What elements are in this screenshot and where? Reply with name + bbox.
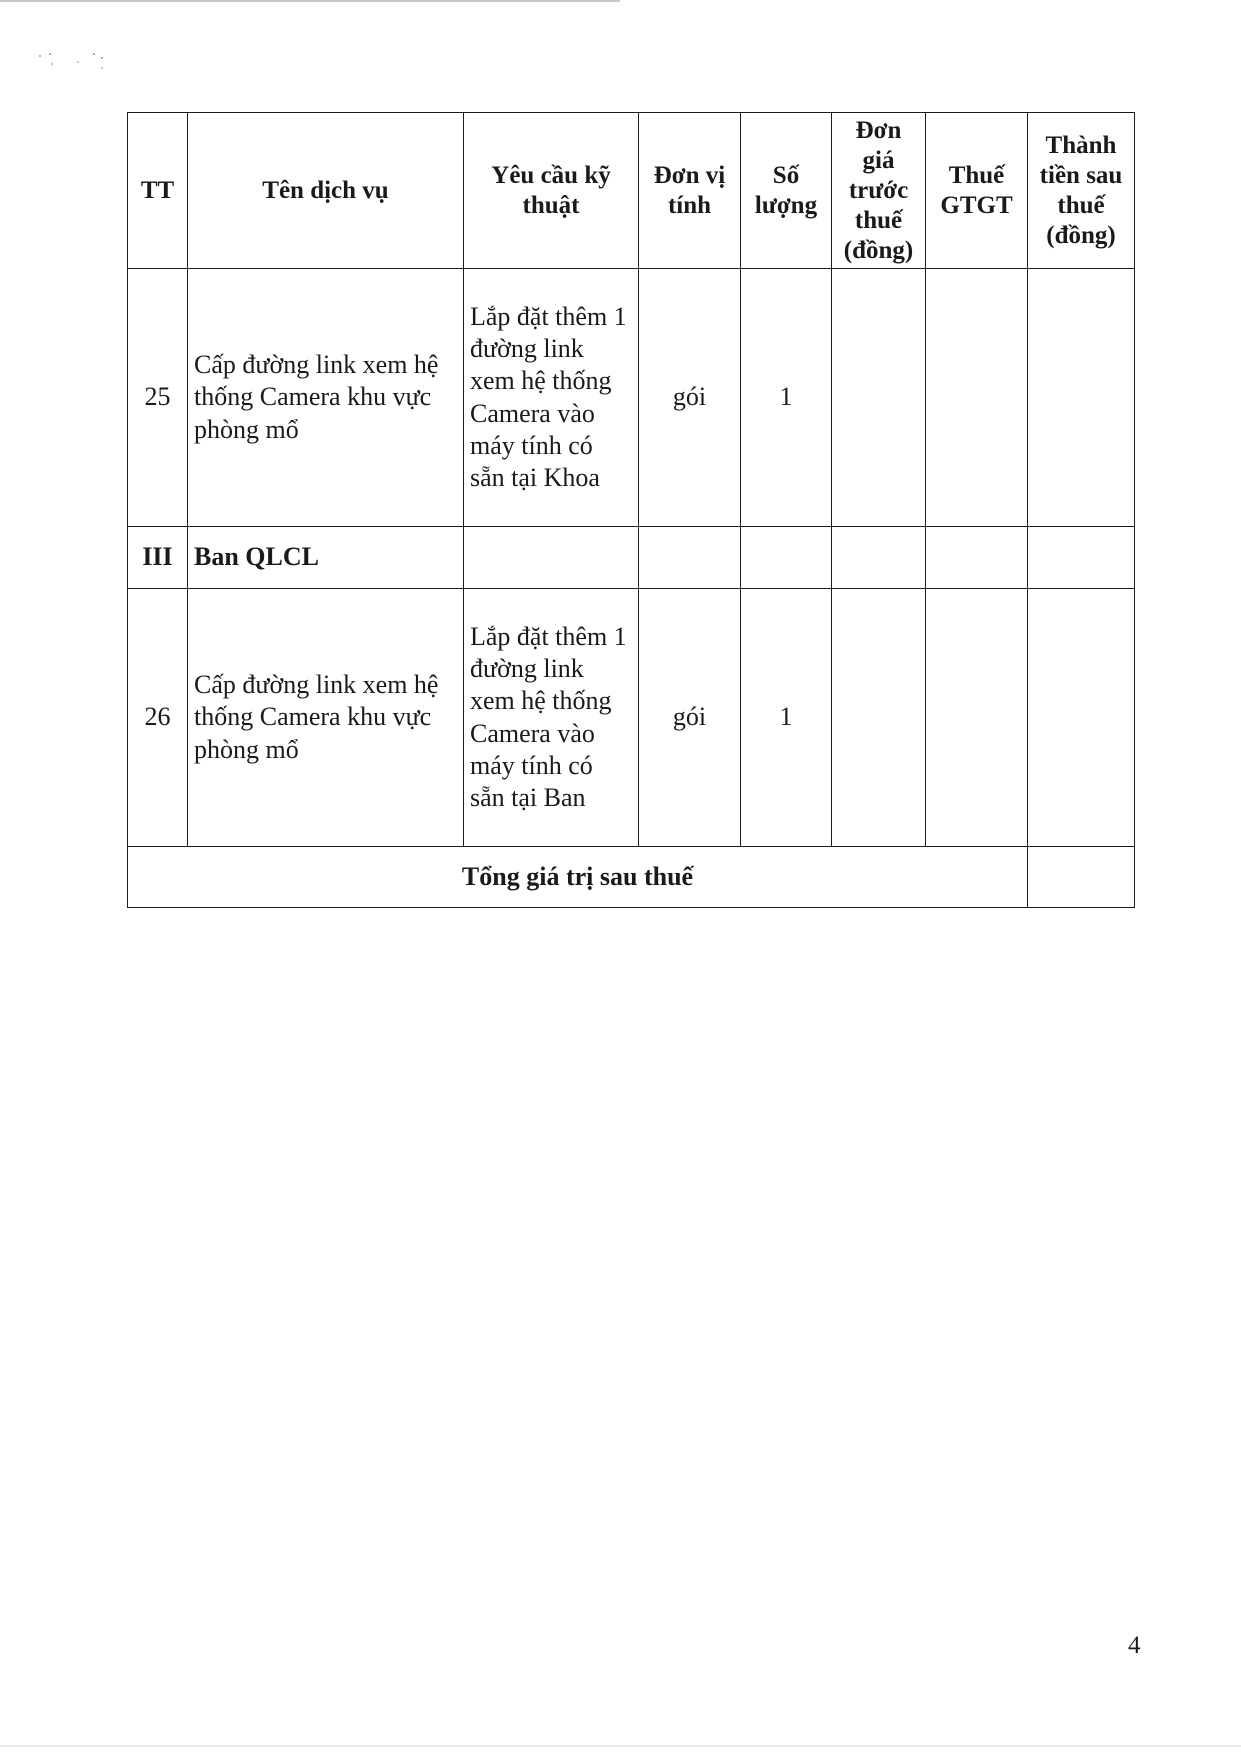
section-vat [926, 527, 1028, 589]
row-unit-price [832, 589, 926, 847]
row-tt: 25 [128, 269, 188, 527]
total-row [128, 847, 1135, 908]
section-unit-price [832, 527, 926, 589]
row-tech-req: Lắp đặt thêm 1 đường link xem hệ thống Camera vào máy tính có sẵn tại Ban [464, 589, 639, 847]
scan-bottom-edge [0, 1745, 1241, 1747]
section-total-after-tax [1028, 527, 1135, 589]
section-row [128, 527, 1135, 589]
row-tt: 26 [128, 589, 188, 847]
row-unit-price [832, 269, 926, 527]
row-quantity: 1 [741, 269, 832, 527]
header-unit: Đơn vị tính [639, 113, 741, 269]
row-vat [926, 269, 1028, 527]
section-name: Ban QLCL [188, 527, 464, 589]
header-tt: TT [128, 113, 188, 269]
header-quantity: Số lượng [741, 113, 832, 269]
header-unit-price: Đơn giá trước thuế (đồng) [832, 113, 926, 269]
header-total-after-tax: Thành tiền sau thuế (đồng) [1028, 113, 1135, 269]
row-service-name: Cấp đường link xem hệ thống Camera khu vực phòng mổ [188, 589, 464, 847]
row-unit: gói [639, 269, 741, 527]
header-service-name: Tên dịch vụ [188, 113, 464, 269]
header-vat: Thuế GTGT [926, 113, 1028, 269]
total-label: Tổng giá trị sau thuế [128, 847, 1028, 908]
row-vat [926, 589, 1028, 847]
total-value [1028, 847, 1135, 908]
row-total-after-tax [1028, 269, 1135, 527]
page-number: 4 [1128, 1632, 1141, 1659]
section-tt: III [128, 527, 188, 589]
scan-top-edge [0, 0, 620, 2]
service-price-table [127, 112, 1135, 908]
section-tech-req [464, 527, 639, 589]
row-unit: gói [639, 589, 741, 847]
table-row [128, 589, 1135, 847]
section-quantity [741, 527, 832, 589]
header-tech-req: Yêu cầu kỹ thuật [464, 113, 639, 269]
scan-speckle-marks [38, 52, 108, 72]
row-quantity: 1 [741, 589, 832, 847]
header-row [128, 113, 1135, 269]
row-total-after-tax [1028, 589, 1135, 847]
row-service-name: Cấp đường link xem hệ thống Camera khu vực phòng mổ [188, 269, 464, 527]
table-row [128, 269, 1135, 527]
row-tech-req: Lắp đặt thêm 1 đường link xem hệ thống Camera vào máy tính có sẵn tại Khoa [464, 269, 639, 527]
section-unit [639, 527, 741, 589]
